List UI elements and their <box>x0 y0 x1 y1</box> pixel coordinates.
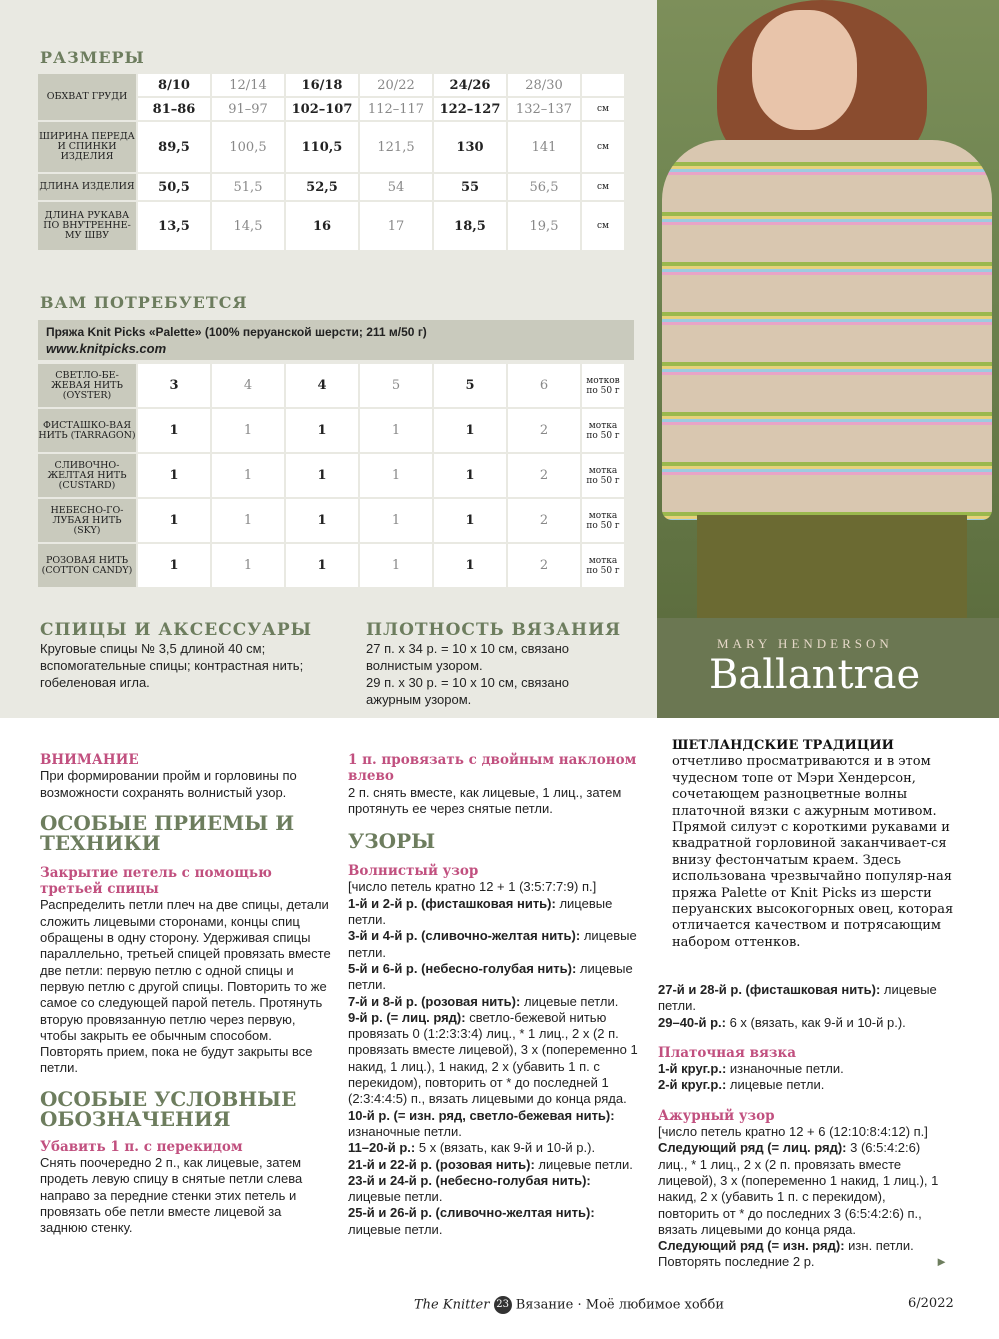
size-value: 132–137 <box>508 98 580 120</box>
yarn-quantity: 1 <box>212 409 284 452</box>
yarn-unit: мотка по 50 г <box>582 499 624 542</box>
wave-row <box>348 1108 643 1141</box>
lace-row1-label: Следующий ряд (= лиц. ряд): <box>658 1140 847 1156</box>
gauge-line-2: 29 п. х 30 р. = 10 х 10 см, связано ажурным узором. <box>366 675 569 707</box>
lace-row1-text: 3 (6:5:4:2:6) лиц., * 1 лиц., 2 х (2 п. провязать вместе лицевой), 3 х (попеременно 1 накид, 1 лиц.), 1 накид, 2 х (убавить 1 п. с перекидом), повторить от * до последних 3 (6:5:4:2:6) п., вязать лицевыми до конца ряда. <box>658 1140 939 1237</box>
row29-label: 29–40-й р.: <box>658 1014 726 1030</box>
yarn-quantity: 3 <box>138 364 210 407</box>
yarn-unit: мотков по 50 г <box>582 364 624 407</box>
wave-row-text: [число петель кратно 12 + 1 (3:5:7:7:9) п.] <box>348 879 597 895</box>
garter-row1-text: изнаночные петли. <box>726 1061 844 1077</box>
wave-row-text: лицевые петли. <box>348 960 633 993</box>
intro-text: отчетливо просматриваются и в этом чудесном топе от Мэри Хендерсон, сочетающем разноцветные волны платочной вязки с ажурным мотивом. Прямой силуэт с короткими рукавами и квадратной горловиной заканчивает-ся внизу фестончатым краем. Здесь использована чрезвычайно популяр-ная пряжа Palette от Knit Picks из шерсти перуанских высокогорных овец, которая отличается качеством и потрясающим набором оттенков. <box>672 754 954 950</box>
yarn-quantity: 2 <box>508 454 580 497</box>
wave-row-label: 5-й и 6-й р. (небесно-голубая нить): <box>348 960 577 976</box>
garter-row1-label: 1-й круг.р.: <box>658 1061 727 1077</box>
issue-number: 6/2022 <box>908 1296 954 1311</box>
size-unit: см <box>582 122 624 172</box>
row27-label: 27-й и 28-й р. (фисташковая нить): <box>658 982 881 997</box>
size-header: 16/18 <box>286 74 358 96</box>
yarn-quantity: 5 <box>434 364 506 407</box>
garter-title: Платочная вязка <box>658 1044 797 1061</box>
wave-row-text: светло-бежевой нитью провязать 0 (1:2:3:3:4) лиц., * 1 лиц., 2 х (2 п. провязать вместе лицевой), 3 х (попеременно 1 накид, 1 лиц.), 1 накид, 2 х (убавить 1 п. с перекидом), повторить от * до последней 1 (2:3:4:4:5) п., вязать лицевыми до конца ряда. <box>348 1009 638 1107</box>
size-value: 54 <box>360 174 432 200</box>
yarn-quantity: 1 <box>360 454 432 497</box>
yarn-quantity: 4 <box>286 364 358 407</box>
photo-skirt <box>697 515 967 618</box>
lace-row2-label: Следующий ряд (= изн. ряд): <box>658 1238 845 1254</box>
dec1-title: Убавить 1 п. с перекидом <box>40 1138 243 1155</box>
wave-row-text: 5 х (вязать, как 9-й и 10-й р.). <box>415 1140 596 1156</box>
size-value: 110,5 <box>286 122 358 172</box>
wave-row-label: 9-й р. (= лиц. ряд): <box>348 1009 466 1025</box>
column-1 <box>40 752 332 1237</box>
bindoff-title: Закрытие петель с помощью третьей спицы <box>40 864 272 898</box>
yarn-quantity: 1 <box>212 544 284 587</box>
pattern-intro <box>672 738 962 951</box>
yarn-quantity: 2 <box>508 409 580 452</box>
yarn-unit: мотка по 50 г <box>582 544 624 587</box>
column-2 <box>348 752 643 1238</box>
accessories-text: Круговые спицы № 3,5 длиной 40 см; вспомогательные спицы; контрастная нить; гобеленовая игла. <box>40 641 304 690</box>
bindoff-text: Распределить петли плеч на две спицы, детали сложить лицевыми сторонами, концы спиц обращены в одну сторону. Удерживая спицы параллельно, третьей спицей провязать вместе две петли: первую петлю с одной спицы и первую петлю с другой спицы. Повторить то же самое со следующей парой петель. Протянуть вторую провязанную петлю через первую, чтобы закрыть ее обычным способом. Повторять прием, пока не будут закрыты все петли. <box>40 897 331 1076</box>
attention-title: ВНИМАНИЕ <box>40 752 139 768</box>
page-number: 23 <box>494 1296 512 1314</box>
yarn-row-label: СВЕТЛО-БЕ-ЖЕВАЯ НИТЬ (OYSTER) <box>38 364 136 407</box>
yarn-quantity: 1 <box>434 409 506 452</box>
wave-row-text: лицевые петли. <box>348 1189 443 1205</box>
garter-row2-text: лицевые петли. <box>726 1077 825 1093</box>
yarn-quantity: 1 <box>212 499 284 542</box>
yarn-quantity: 1 <box>138 454 210 497</box>
footer-tagline: Вязание · Моё любимое хобби <box>515 1297 725 1313</box>
size-value: 16 <box>286 202 358 250</box>
yarn-quantity: 6 <box>508 364 580 407</box>
wave-row-text: лицевые петли. <box>348 928 637 960</box>
size-header: 24/26 <box>434 74 506 96</box>
photo-face <box>752 10 857 130</box>
size-unit: см <box>582 202 624 250</box>
size-value: 19,5 <box>508 202 580 250</box>
size-value: 121,5 <box>360 122 432 172</box>
footer <box>414 1296 724 1314</box>
lace-stitch-count: [число петель кратно 12 + 6 (12:10:8:4:12) п.] <box>658 1124 928 1140</box>
wave-row-label: 1-й и 2-й р. (фисташковая нить): <box>348 895 556 911</box>
size-header: 28/30 <box>508 74 580 96</box>
size-value: 50,5 <box>138 174 210 200</box>
wave-row-text: лицевые петли. <box>348 1221 443 1237</box>
yarn-row-label: РОЗОВАЯ НИТЬ (COTTON CANDY) <box>38 544 136 587</box>
yarn-quantity: 1 <box>138 544 210 587</box>
yarn-quantity: 1 <box>360 409 432 452</box>
yarn-quantity: 1 <box>286 409 358 452</box>
size-value: 81–86 <box>138 98 210 120</box>
column-3 <box>658 982 948 1271</box>
wave-row-text: лицевые петли. <box>520 993 619 1009</box>
wave-row-label: 3-й и 4-й р. (сливочно-желтая нить): <box>348 928 581 944</box>
size-value: 17 <box>360 202 432 250</box>
pattern-title-block <box>657 618 999 718</box>
gauge-line-1: 27 п. х 34 р. = 10 х 10 см, связано волнистым узором. <box>366 641 569 673</box>
wave-row <box>348 896 643 929</box>
wave-row-label: 23-й и 24-й р. (небесно-голубая нить): <box>348 1172 591 1188</box>
yarn-quantity: 5 <box>360 364 432 407</box>
wave-row <box>348 879 643 895</box>
lace-repeat: Повторять последние 2 р. <box>658 1254 815 1270</box>
wave-row <box>348 1205 643 1238</box>
lace-title: Ажурный узор <box>658 1107 775 1124</box>
size-value: 56,5 <box>508 174 580 200</box>
size-value: 122–127 <box>434 98 506 120</box>
size-row-label: ДЛИНА РУКАВА ПО ВНУТРЕННЕ-МУ ШВУ <box>38 202 136 250</box>
yarn-row-label: СЛИВОЧНО-ЖЕЛТАЯ НИТЬ (CUSTARD) <box>38 454 136 497</box>
wave-row <box>348 994 643 1010</box>
sizes-table <box>36 72 626 252</box>
yarn-quantity: 2 <box>508 544 580 587</box>
yarn-unit: мотка по 50 г <box>582 409 624 452</box>
yarn-quantity: 1 <box>434 454 506 497</box>
wave-row-label: 21-й и 22-й р. (розовая нить): <box>348 1156 535 1172</box>
patterns-title: УЗОРЫ <box>348 829 436 854</box>
size-unit: см <box>582 98 624 120</box>
size-header: 12/14 <box>212 74 284 96</box>
size-row-label: ОБХВАТ ГРУДИ <box>38 74 136 120</box>
yarn-quantity: 1 <box>360 544 432 587</box>
wave-row <box>348 1157 643 1173</box>
sizes-title: РАЗМЕРЫ <box>40 48 145 67</box>
pattern-title: Ballantrae <box>709 652 921 698</box>
photo-knitted-top <box>662 140 992 520</box>
yarn-description: Пряжа Knit Picks «Palette» (100% перуанской шерсти; 211 м/50 г) <box>46 325 427 339</box>
yarn-quantity: 1 <box>286 454 358 497</box>
size-value: 52,5 <box>286 174 358 200</box>
size-header-blank <box>582 74 624 96</box>
size-value: 100,5 <box>212 122 284 172</box>
size-unit: см <box>582 174 624 200</box>
wave-row <box>348 1010 643 1108</box>
yarn-quantity: 1 <box>286 544 358 587</box>
wave-row <box>348 928 643 961</box>
size-value: 102–107 <box>286 98 358 120</box>
yarn-quantity: 4 <box>212 364 284 407</box>
yarn-unit: мотка по 50 г <box>582 454 624 497</box>
size-value: 18,5 <box>434 202 506 250</box>
size-value: 55 <box>434 174 506 200</box>
model-photo <box>657 0 999 618</box>
yarn-table <box>36 362 626 589</box>
author-name: MARY HENDERSON <box>717 636 893 651</box>
wave-row-label: 25-й и 26-й р. (сливочно-желтая нить): <box>348 1205 595 1221</box>
size-row-label: ШИРИНА ПЕРЕДА И СПИНКИ ИЗДЕЛИЯ <box>38 122 136 172</box>
yarn-quantity: 2 <box>508 499 580 542</box>
yarn-quantity: 1 <box>212 454 284 497</box>
techniques-title: ОСОБЫЕ ПРИЕМЫ И ТЕХНИКИ <box>40 810 295 855</box>
row27-text: лицевые петли. <box>658 982 937 1014</box>
yarn-header <box>38 320 634 360</box>
wave-row-text: лицевые петли. <box>534 1156 633 1172</box>
wave-row <box>348 1140 643 1156</box>
garter-row2-label: 2-й круг.р.: <box>658 1077 727 1093</box>
attention-text: При формировании пройм и горловины по возможности сохранять волнистый узор. <box>40 768 297 800</box>
dec1-text: Снять поочередно 2 п., как лицевые, затем продеть левую спицу в снятые петли слева направо за передние стенки этих петель и провязать обе петли вместе лицевой за заднюю стенку. <box>40 1155 303 1236</box>
intro-heading: ШЕТЛАНДСКИЕ ТРАДИЦИИ <box>672 738 894 753</box>
size-value: 89,5 <box>138 122 210 172</box>
continue-arrow-icon: ► <box>935 1254 948 1270</box>
double-decrease-text: 2 п. снять вместе, как лицевые, 1 лиц., затем протянуть ее через снятые петли. <box>348 784 622 816</box>
wave-pattern-title: Волнистый узор <box>348 863 479 880</box>
size-value: 112–117 <box>360 98 432 120</box>
size-value: 14,5 <box>212 202 284 250</box>
wave-row <box>348 1173 643 1206</box>
magazine-name: The Knitter <box>414 1297 490 1313</box>
wave-row-label: 11–20-й р.: <box>348 1140 416 1156</box>
wave-row-label: 10-й р. (= изн. ряд, светло-бежевая нить): <box>348 1107 615 1123</box>
size-row-label: ДЛИНА ИЗДЕЛИЯ <box>38 174 136 200</box>
lace-row2-text: изн. петли. <box>844 1238 914 1254</box>
needs-title: ВАМ ПОТРЕБУЕТСЯ <box>40 293 248 312</box>
size-header: 20/22 <box>360 74 432 96</box>
yarn-row-label: ФИСТАШКО-ВАЯ НИТЬ (TARRAGON) <box>38 409 136 452</box>
size-value: 51,5 <box>212 174 284 200</box>
size-value: 91–97 <box>212 98 284 120</box>
yarn-row-label: НЕБЕСНО-ГО-ЛУБАЯ НИТЬ (SKY) <box>38 499 136 542</box>
size-value: 141 <box>508 122 580 172</box>
yarn-quantity: 1 <box>360 499 432 542</box>
size-value: 13,5 <box>138 202 210 250</box>
wave-row-text: лицевые петли. <box>348 895 613 928</box>
symbols-title: ОСОБЫЕ УСЛОВНЫЕ ОБОЗНАЧЕНИЯ <box>40 1086 297 1131</box>
yarn-url: www.knitpicks.com <box>46 341 167 356</box>
yarn-quantity: 1 <box>138 409 210 452</box>
row29-text: 6 х (вязать, как 9-й и 10-й р.). <box>725 1014 906 1030</box>
accessories-title: СПИЦЫ И АКСЕССУАРЫ <box>40 620 313 640</box>
size-value: 130 <box>434 122 506 172</box>
wave-row <box>348 961 643 994</box>
wave-pattern-rows <box>348 879 643 1238</box>
wave-row-label: 7-й и 8-й р. (розовая нить): <box>348 993 521 1009</box>
size-header: 8/10 <box>138 74 210 96</box>
yarn-quantity: 1 <box>138 499 210 542</box>
yarn-quantity: 1 <box>434 544 506 587</box>
yarn-quantity: 1 <box>286 499 358 542</box>
yarn-quantity: 1 <box>434 499 506 542</box>
double-decrease-title: 1 п. провязать с двойным наклоном влево <box>348 752 637 785</box>
wave-row-text: изнаночные петли. <box>348 1123 462 1139</box>
gauge-title: ПЛОТНОСТЬ ВЯЗАНИЯ <box>366 620 622 640</box>
